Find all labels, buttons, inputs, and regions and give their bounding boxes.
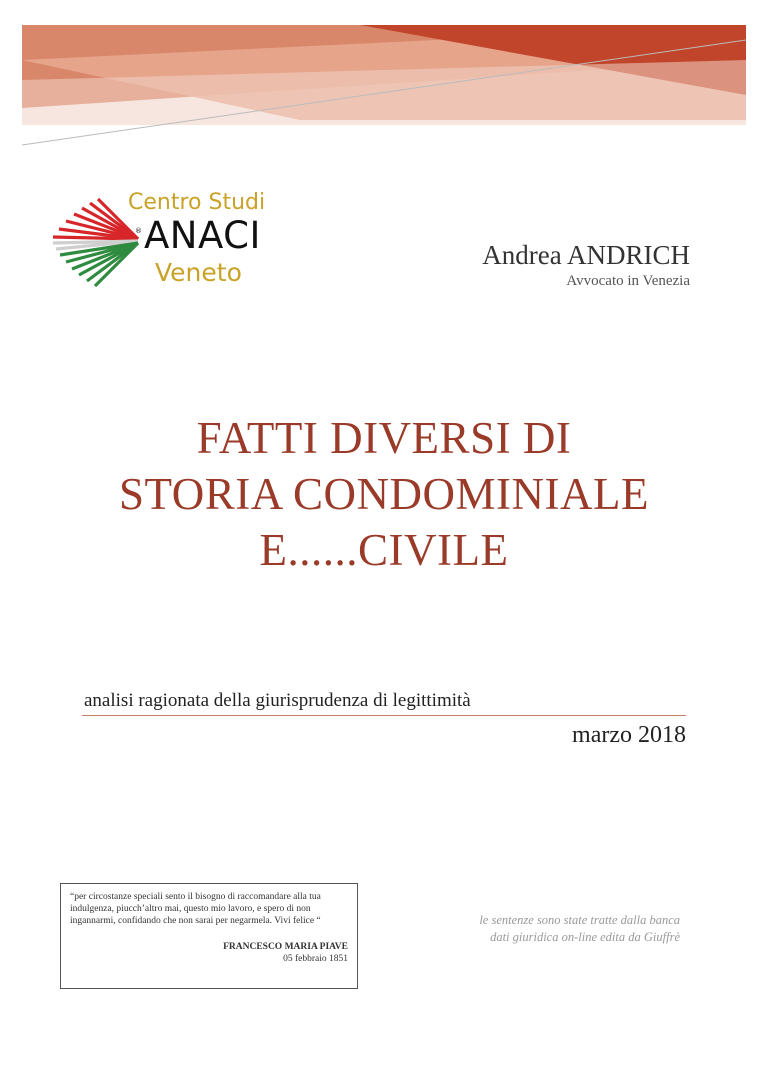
logo-text — [50, 188, 290, 298]
decorative-header-banner — [0, 0, 768, 160]
title-line-1: FATTI DIVERSI DI — [196, 413, 572, 463]
document-date: marzo 2018 — [572, 722, 686, 748]
quote-text: “per circostanze speciali sento il bisogno di raccomandare alla tua indulgenza, piucch’altro mai, questo mio lavoro, e spero di non ingannarmi, confidando che non sarai per negarmela. Vivi felice “ — [70, 892, 321, 926]
epigraph-quote-box — [60, 883, 358, 989]
document-subtitle: analisi ragionata della giurisprudenza di legittimità — [84, 690, 471, 711]
logo-registered-mark: ® — [135, 227, 142, 235]
document-title — [40, 410, 728, 578]
author-block — [482, 240, 690, 290]
title-line-3: E......CIVILE — [259, 525, 509, 575]
subtitle-divider — [82, 715, 686, 716]
author-role: Avvocato in Venezia — [566, 273, 690, 289]
source-note — [440, 912, 680, 946]
centro-studi-anaci-veneto-logo — [50, 188, 290, 298]
logo-anaci: ANACI — [144, 214, 261, 257]
source-note-line-2: dati giuridica on-line edita da Giuffrè — [490, 930, 680, 944]
quote-author: FRANCESCO MARIA PIAVE — [223, 942, 348, 952]
source-note-line-1: le sentenze sono state tratte dalla banca — [479, 913, 680, 927]
logo-veneto: Veneto — [155, 258, 242, 287]
quote-date: 05 febbraio 1851 — [283, 954, 348, 964]
title-line-2: STORIA CONDOMINIALE — [119, 469, 649, 519]
author-name: Andrea ANDRICH — [482, 240, 690, 270]
logo-centro-studi: Centro Studi — [128, 190, 266, 215]
